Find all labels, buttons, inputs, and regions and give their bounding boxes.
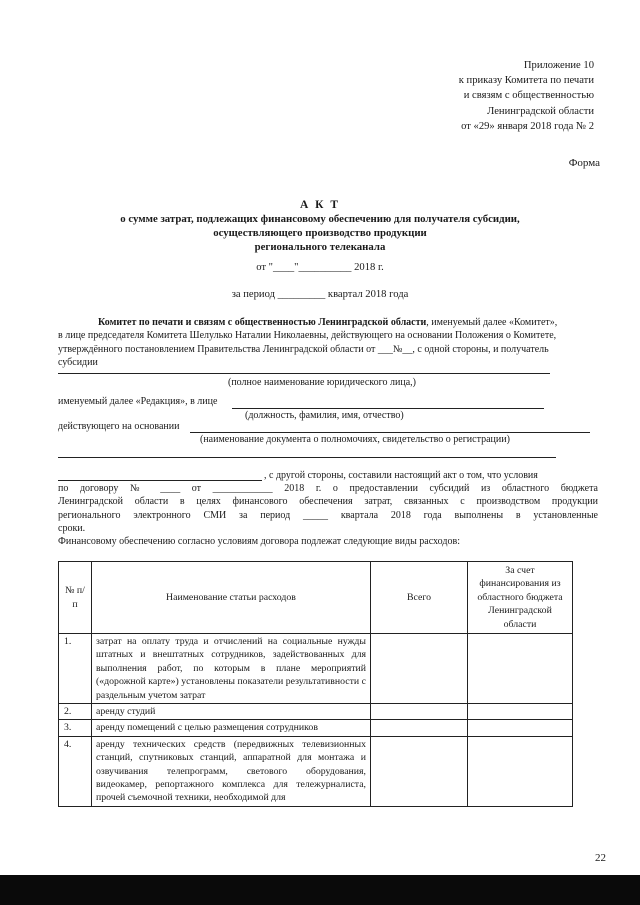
agreement-line: Финансовому обеспечению согласно условиям договора подлежат следующие виды расходов: xyxy=(58,536,460,548)
appendix-line: Приложение 10 xyxy=(523,60,594,71)
form-label: Форма xyxy=(568,157,600,169)
row-num: 3. xyxy=(59,720,92,736)
appendix-line: Ленинградской области xyxy=(487,105,594,117)
row-total-cell[interactable] xyxy=(371,634,468,704)
row-num: 4. xyxy=(59,736,92,806)
row-text: аренду помещений с целью размещения сотрудников xyxy=(92,720,371,736)
subtitle-line: о сумме затрат, подлежащих финансовому обеспечению для получателя субсидии, xyxy=(120,213,520,225)
document-caption: (наименование документа о полномочиях, свидетельство о регистрации) xyxy=(200,434,510,445)
row-num: 1. xyxy=(59,634,92,704)
row-total-cell[interactable] xyxy=(371,736,468,806)
intro-paragraph xyxy=(58,316,598,369)
intro-line: в лице председателя Комитета Шелулько Наталии Николаевны, действующего на основании Положения о Комитете, xyxy=(58,330,557,342)
date-line: от "____"__________ 2018 г. xyxy=(256,262,384,273)
appendix-line: и связям с общественностью xyxy=(463,90,594,102)
row-text: аренду студий xyxy=(92,704,371,720)
intro-line xyxy=(58,316,598,329)
agreement-line: регионального электронного СМИ за период _____ квартала 2018 года выполнены в установленные xyxy=(58,509,598,521)
row-regional-cell[interactable] xyxy=(468,736,573,806)
table-header-row xyxy=(59,562,573,634)
row-regional-cell[interactable] xyxy=(468,634,573,704)
recipient-name-field[interactable] xyxy=(58,480,262,481)
row-regional-cell[interactable] xyxy=(468,704,573,720)
legal-entity-caption: (полное наименование юридического лица,) xyxy=(228,377,416,388)
agreement-paragraph xyxy=(58,482,598,548)
document-title: А К Т xyxy=(299,199,341,211)
appendix-line: к приказу Комитета по печати xyxy=(458,75,594,87)
table-row xyxy=(59,720,573,736)
committee-name: Комитет по печати и связям с общественностью Ленинградской области xyxy=(98,317,427,328)
row-text: аренду технических средств (передвижных телевизионных станций, спутниковых станций, аппаратной для монтажа и озвучивания телепрограмм, светового оборудования, видеокамер, репортажного комплекса для тележурналиста, прочей съемочной техники, необходимой для xyxy=(92,736,371,806)
table-row xyxy=(59,704,573,720)
agreement-line: , с другой стороны, составили настоящий акт о том, что условия xyxy=(264,470,538,481)
agreement-line: по договору № ____ от ____________ 2018 г. о предоставлении субсидий из областного бюджета xyxy=(58,483,598,494)
row-num: 2. xyxy=(59,704,92,720)
basis-prefix: действующего на основании xyxy=(58,421,180,432)
table-row xyxy=(59,736,573,806)
intro-line: утверждённого постановлением Правительства Ленинградской области от ___№__, с одной стороны, и получатель xyxy=(58,343,549,355)
intro-text: , именуемый далее «Комитет», xyxy=(426,317,558,328)
intro-line: субсидии xyxy=(58,356,98,368)
row-regional-cell[interactable] xyxy=(468,720,573,736)
agreement-line: сроки. xyxy=(58,522,86,534)
row-total-cell[interactable] xyxy=(371,704,468,720)
document-subtitle xyxy=(0,212,640,254)
header-regional: За счет финансирования из областного бюджета Ленинградской области xyxy=(468,562,573,634)
agreement-line: Ленинградской области в целях финансового обеспечения затрат, связанных с производством продукции xyxy=(58,496,598,508)
header-name: Наименование статьи расходов xyxy=(92,562,371,634)
appendix-line: от «29» января 2018 года № 2 xyxy=(461,120,594,132)
table-row xyxy=(59,634,573,704)
editorial-person-field[interactable] xyxy=(232,408,544,409)
subtitle-line: регионального телеканала xyxy=(254,241,386,253)
basis-field-continued[interactable] xyxy=(58,457,556,458)
subtitle-line: осуществляющего производство продукции xyxy=(213,227,427,239)
person-caption: (должность, фамилия, имя, отчество) xyxy=(245,410,404,421)
legal-entity-field[interactable] xyxy=(58,373,550,374)
basis-field[interactable] xyxy=(190,432,590,433)
row-text: затрат на оплату труда и отчислений на социальные нужды штатных и внештатных сотрудников, задействованных для выполнения работ, по которым в плане мероприятий («дорожной карте») установлены показатели результативности с раздельным учетом затрат xyxy=(92,634,371,704)
header-num: № п/п xyxy=(59,562,92,634)
page-number: 22 xyxy=(595,852,606,864)
header-total: Всего xyxy=(371,562,468,634)
appendix-block xyxy=(459,58,594,134)
scan-edge-bar xyxy=(0,875,640,905)
period-line: за период _________ квартал 2018 года xyxy=(231,289,409,300)
editorial-prefix: именуемый далее «Редакция», в лице xyxy=(58,396,218,407)
expenses-table xyxy=(58,561,573,807)
row-total-cell[interactable] xyxy=(371,720,468,736)
